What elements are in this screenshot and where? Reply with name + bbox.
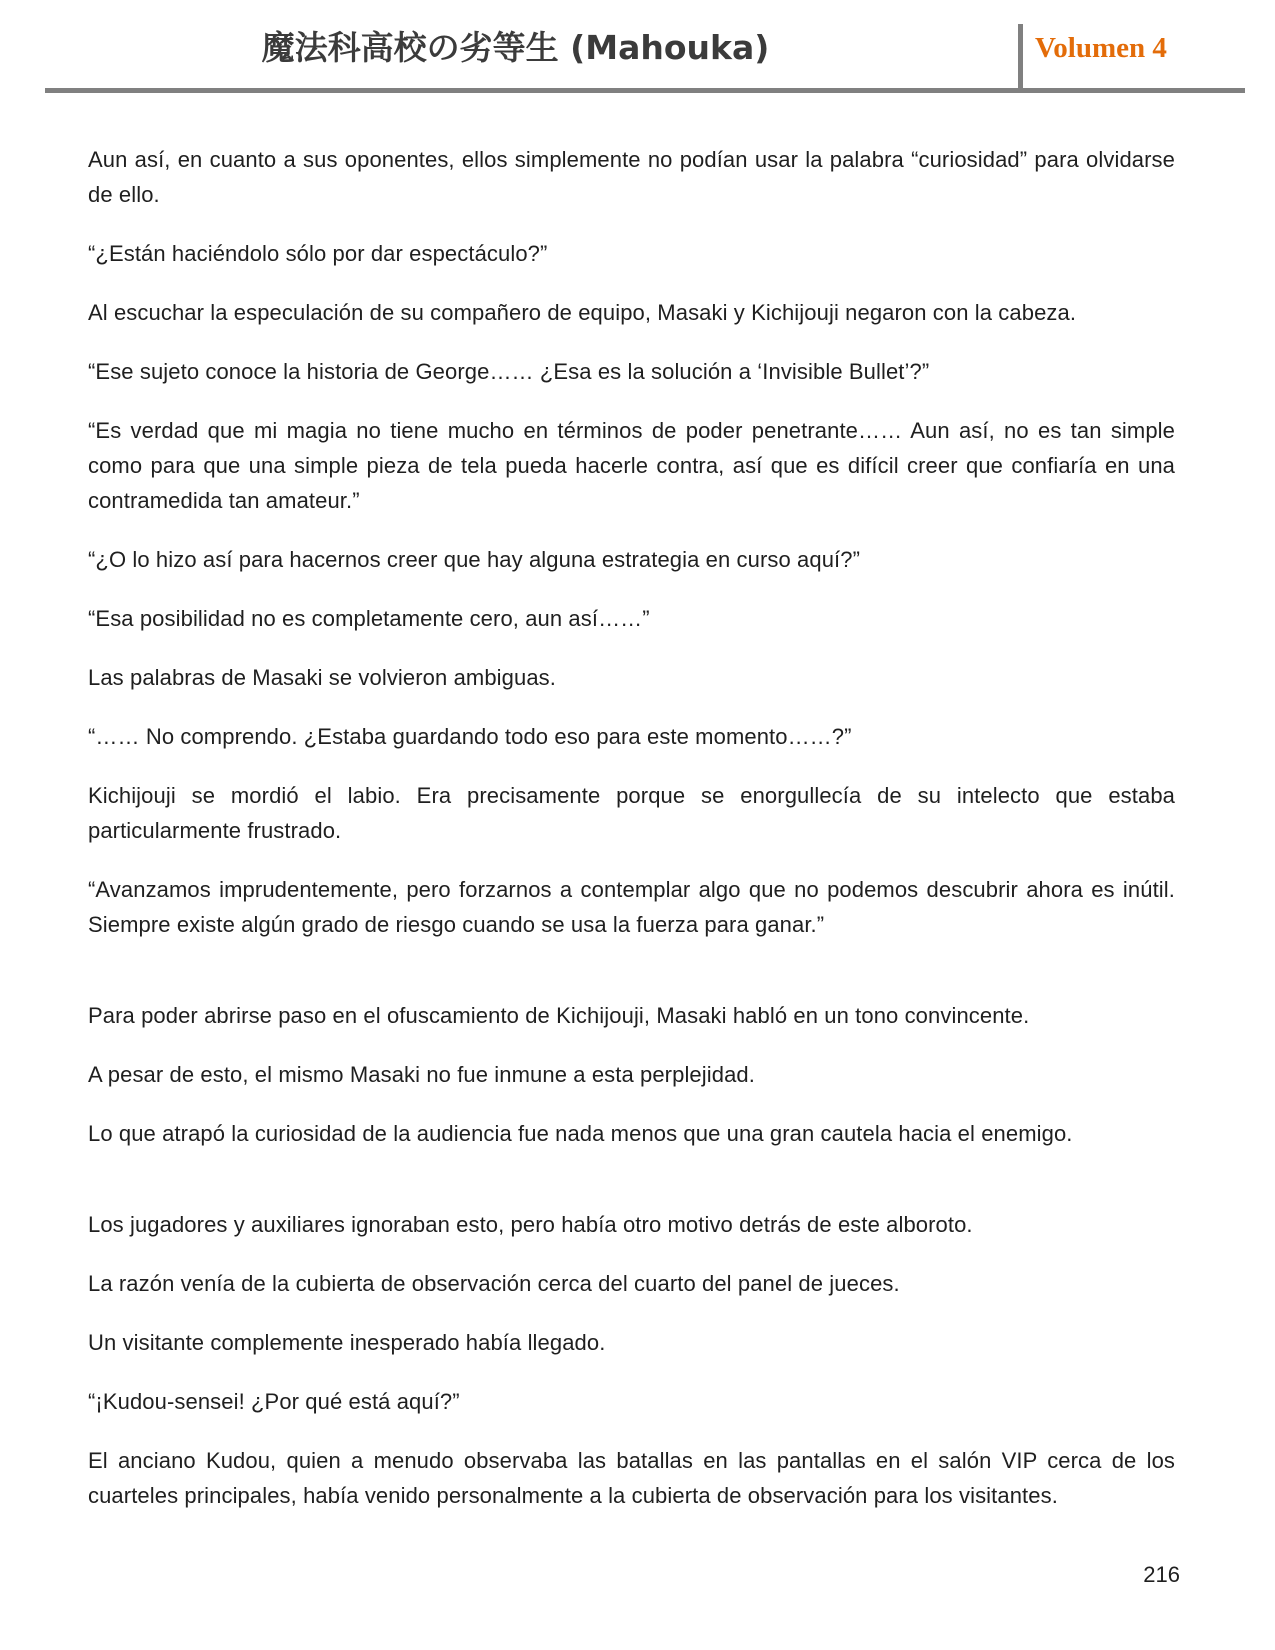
page-body	[88, 142, 1175, 1537]
paragraph: “Esa posibilidad no es completamente cero, aun así……”	[88, 606, 650, 631]
header-divider	[1018, 24, 1023, 88]
page-title: 魔法科高校の劣等生 (Mahouka)	[261, 28, 770, 67]
paragraph: Al escuchar la especulación de su compañero de equipo, Masaki y Kichijouji negaron con la cabeza.	[88, 300, 1077, 325]
paragraph: Lo que atrapó la curiosidad de la audiencia fue nada menos que una gran cautela hacia el enemigo.	[88, 1121, 1073, 1146]
page-number: 216	[1143, 1562, 1180, 1587]
paragraph: Las palabras de Masaki se volvieron ambiguas.	[88, 665, 556, 690]
paragraph: A pesar de esto, el mismo Masaki no fue inmune a esta perplejidad.	[88, 1062, 755, 1087]
paragraph: “¿O lo hizo así para hacernos creer que hay alguna estrategia en curso aquí?”	[88, 547, 861, 572]
paragraph: Aun así, en cuanto a sus oponentes, ellos simplemente no podían usar la palabra “curiosidad” para olvidarse de ello.	[88, 147, 1175, 207]
paragraph: “Ese sujeto conoce la historia de George…… ¿Esa es la solución a ‘Invisible Bullet’?”	[88, 359, 930, 384]
paragraph: El anciano Kudou, quien a menudo observaba las batallas en las pantallas en el salón VIP cerca de los cuarteles principales, había venido personalmente a la cubierta de observación para los visitantes.	[88, 1448, 1175, 1508]
paragraph: Un visitante complemente inesperado había llegado.	[88, 1330, 606, 1355]
paragraph: Los jugadores y auxiliares ignoraban esto, pero había otro motivo detrás de este alboroto.	[88, 1212, 973, 1237]
paragraph: La razón venía de la cubierta de observación cerca del cuarto del panel de jueces.	[88, 1271, 900, 1296]
paragraph: “¡Kudou-sensei! ¿Por qué está aquí?”	[88, 1389, 460, 1414]
paragraph: “Avanzamos imprudentemente, pero forzarnos a contemplar algo que no podemos descubrir ahora es inútil. Siempre existe algún grado de riesgo cuando se usa la fuerza para ganar.”	[88, 877, 1175, 937]
paragraph: Kichijouji se mordió el labio. Era precisamente porque se enorgullecía de su intelecto que estaba particularmente frustrado.	[88, 783, 1175, 843]
paragraph: “Es verdad que mi magia no tiene mucho en términos de poder penetrante…… Aun así, no es tan simple como para que una simple pieza de tela pueda hacerle contra, así que es difícil creer que confiaría en una contramedida tan amateur.”	[88, 418, 1175, 513]
page-header	[45, 0, 1245, 93]
paragraph: Para poder abrirse paso en el ofuscamiento de Kichijouji, Masaki habló en un tono convincente.	[88, 1003, 1030, 1028]
paragraph: “¿Están haciéndolo sólo por dar espectáculo?”	[88, 241, 548, 266]
volume-label: Volumen 4	[1035, 32, 1167, 64]
paragraph: “…… No comprendo. ¿Estaba guardando todo eso para este momento……?”	[88, 724, 852, 749]
